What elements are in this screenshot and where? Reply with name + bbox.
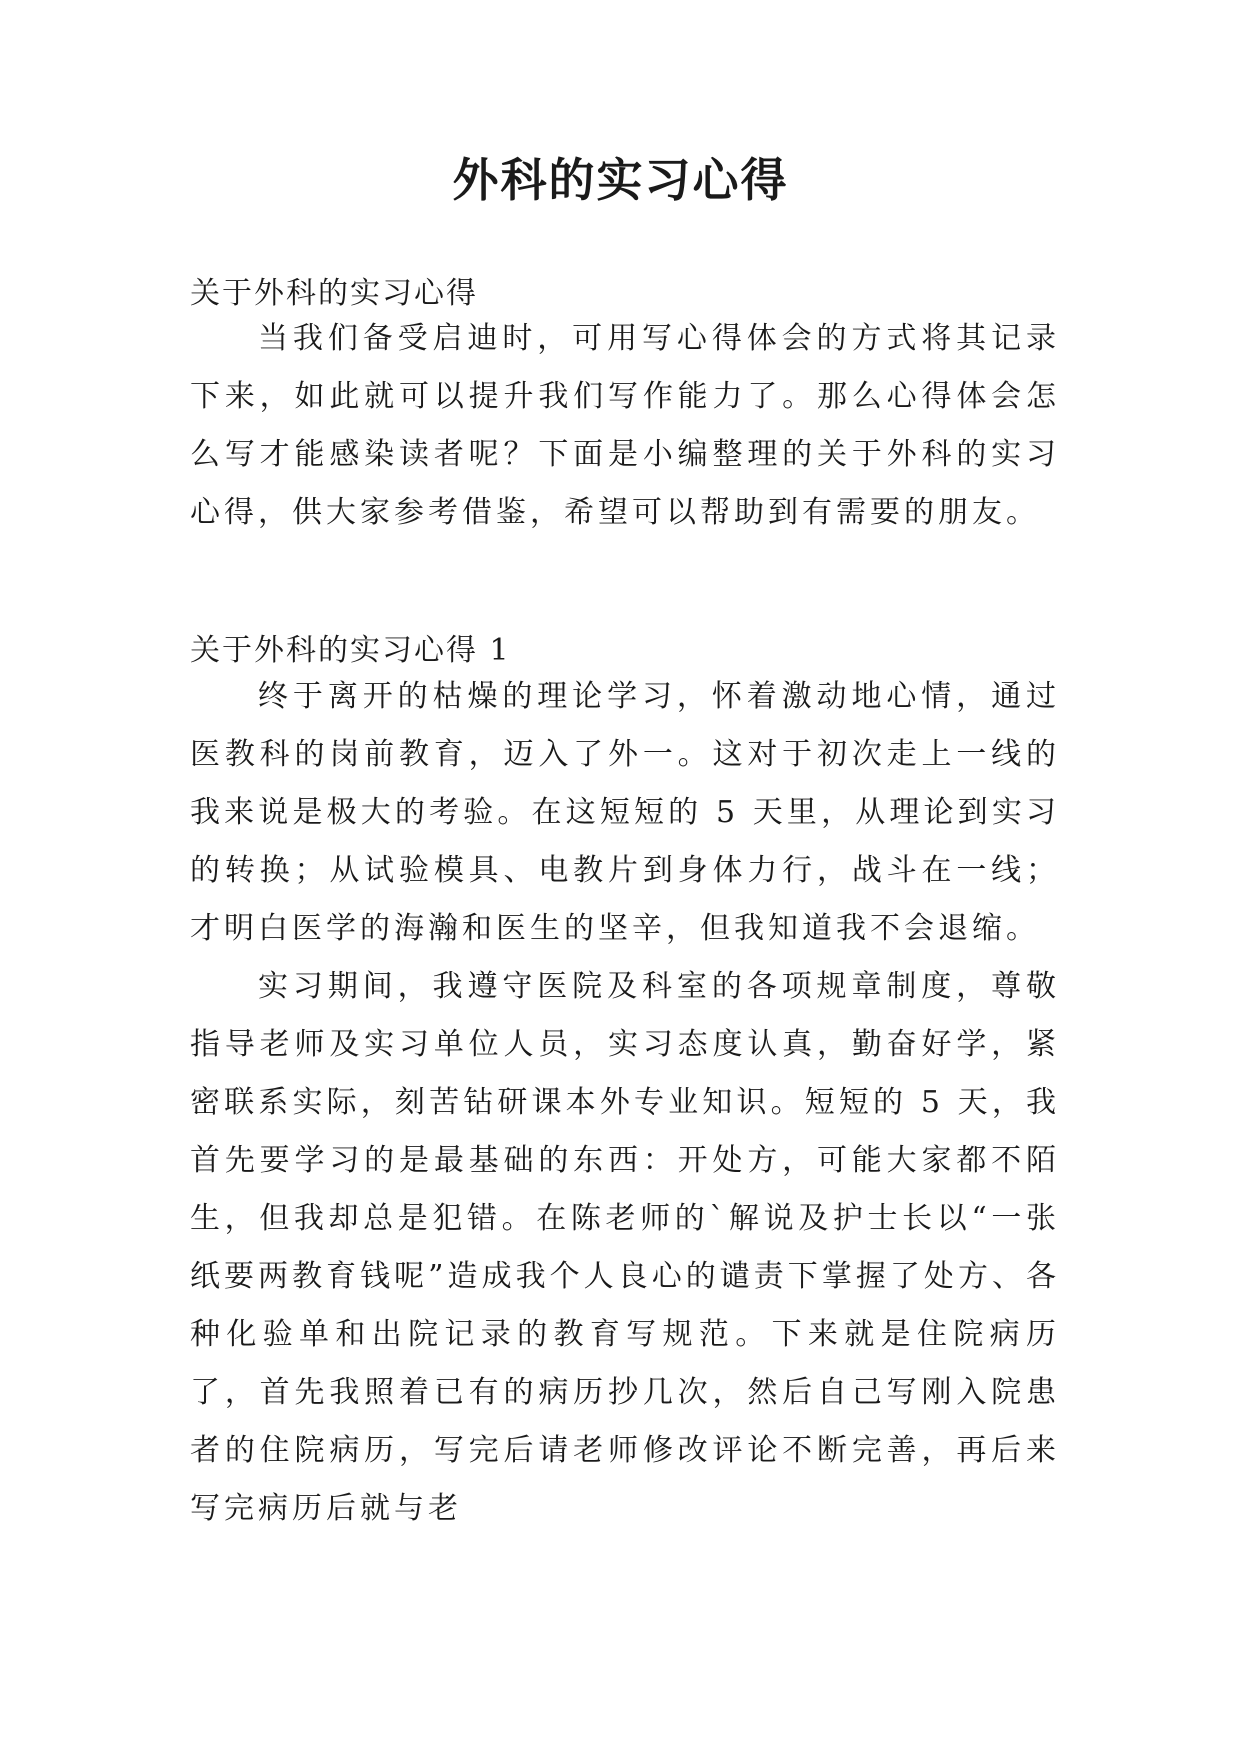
intro-section: [190, 310, 1060, 542]
intro-paragraph: 当我们备受启迪时，可用写心得体会的方式将其记录下来，如此就可以提升我们写作能力了。那么心得体会怎么写才能感染读者呢？下面是小编整理的关于外科的实习心得，供大家参考借鉴，希望可以帮助到有需要的朋友。: [190, 321, 1060, 530]
section1-body: [190, 668, 1060, 1538]
intro-heading: 关于外科的实习心得: [190, 276, 478, 311]
section1-paragraph-1: 终于离开的枯燥的理论学习，怀着激动地心情，通过医教科的岗前教育，迈入了外一。这对于初次走上一线的我来说是极大的考验。在这短短的 5 天里，从理论到实习的转换；从试验模具、电教片到身体力行，战斗在一线；才明白医学的海瀚和医生的坚辛，但我知道我不会退缩。: [190, 679, 1060, 946]
section1-paragraph-2: 实习期间，我遵守医院及科室的各项规章制度，尊敬指导老师及实习单位人员，实习态度认真，勤奋好学，紧密联系实际，刻苦钻研课本外专业知识。短短的 5 天，我首先要学习的是最基础的东西：开处方，可能大家都不陌生，但我却总是犯错。在陈老师的`解说及护士长以“一张纸要两教育钱呢”造成我个人良心的谴责下掌握了处方、各种化验单和出院记录的教育写规范。下来就是住院病历了，首先我照着已有的病历抄几次，然后自己写刚入院患者的住院病历，写完后请老师修改评论不断完善，再后来写完病历后就与老: [190, 969, 1060, 1526]
section1-heading: 关于外科的实习心得 1: [190, 633, 511, 668]
document-title: 外科的实习心得: [452, 153, 789, 207]
